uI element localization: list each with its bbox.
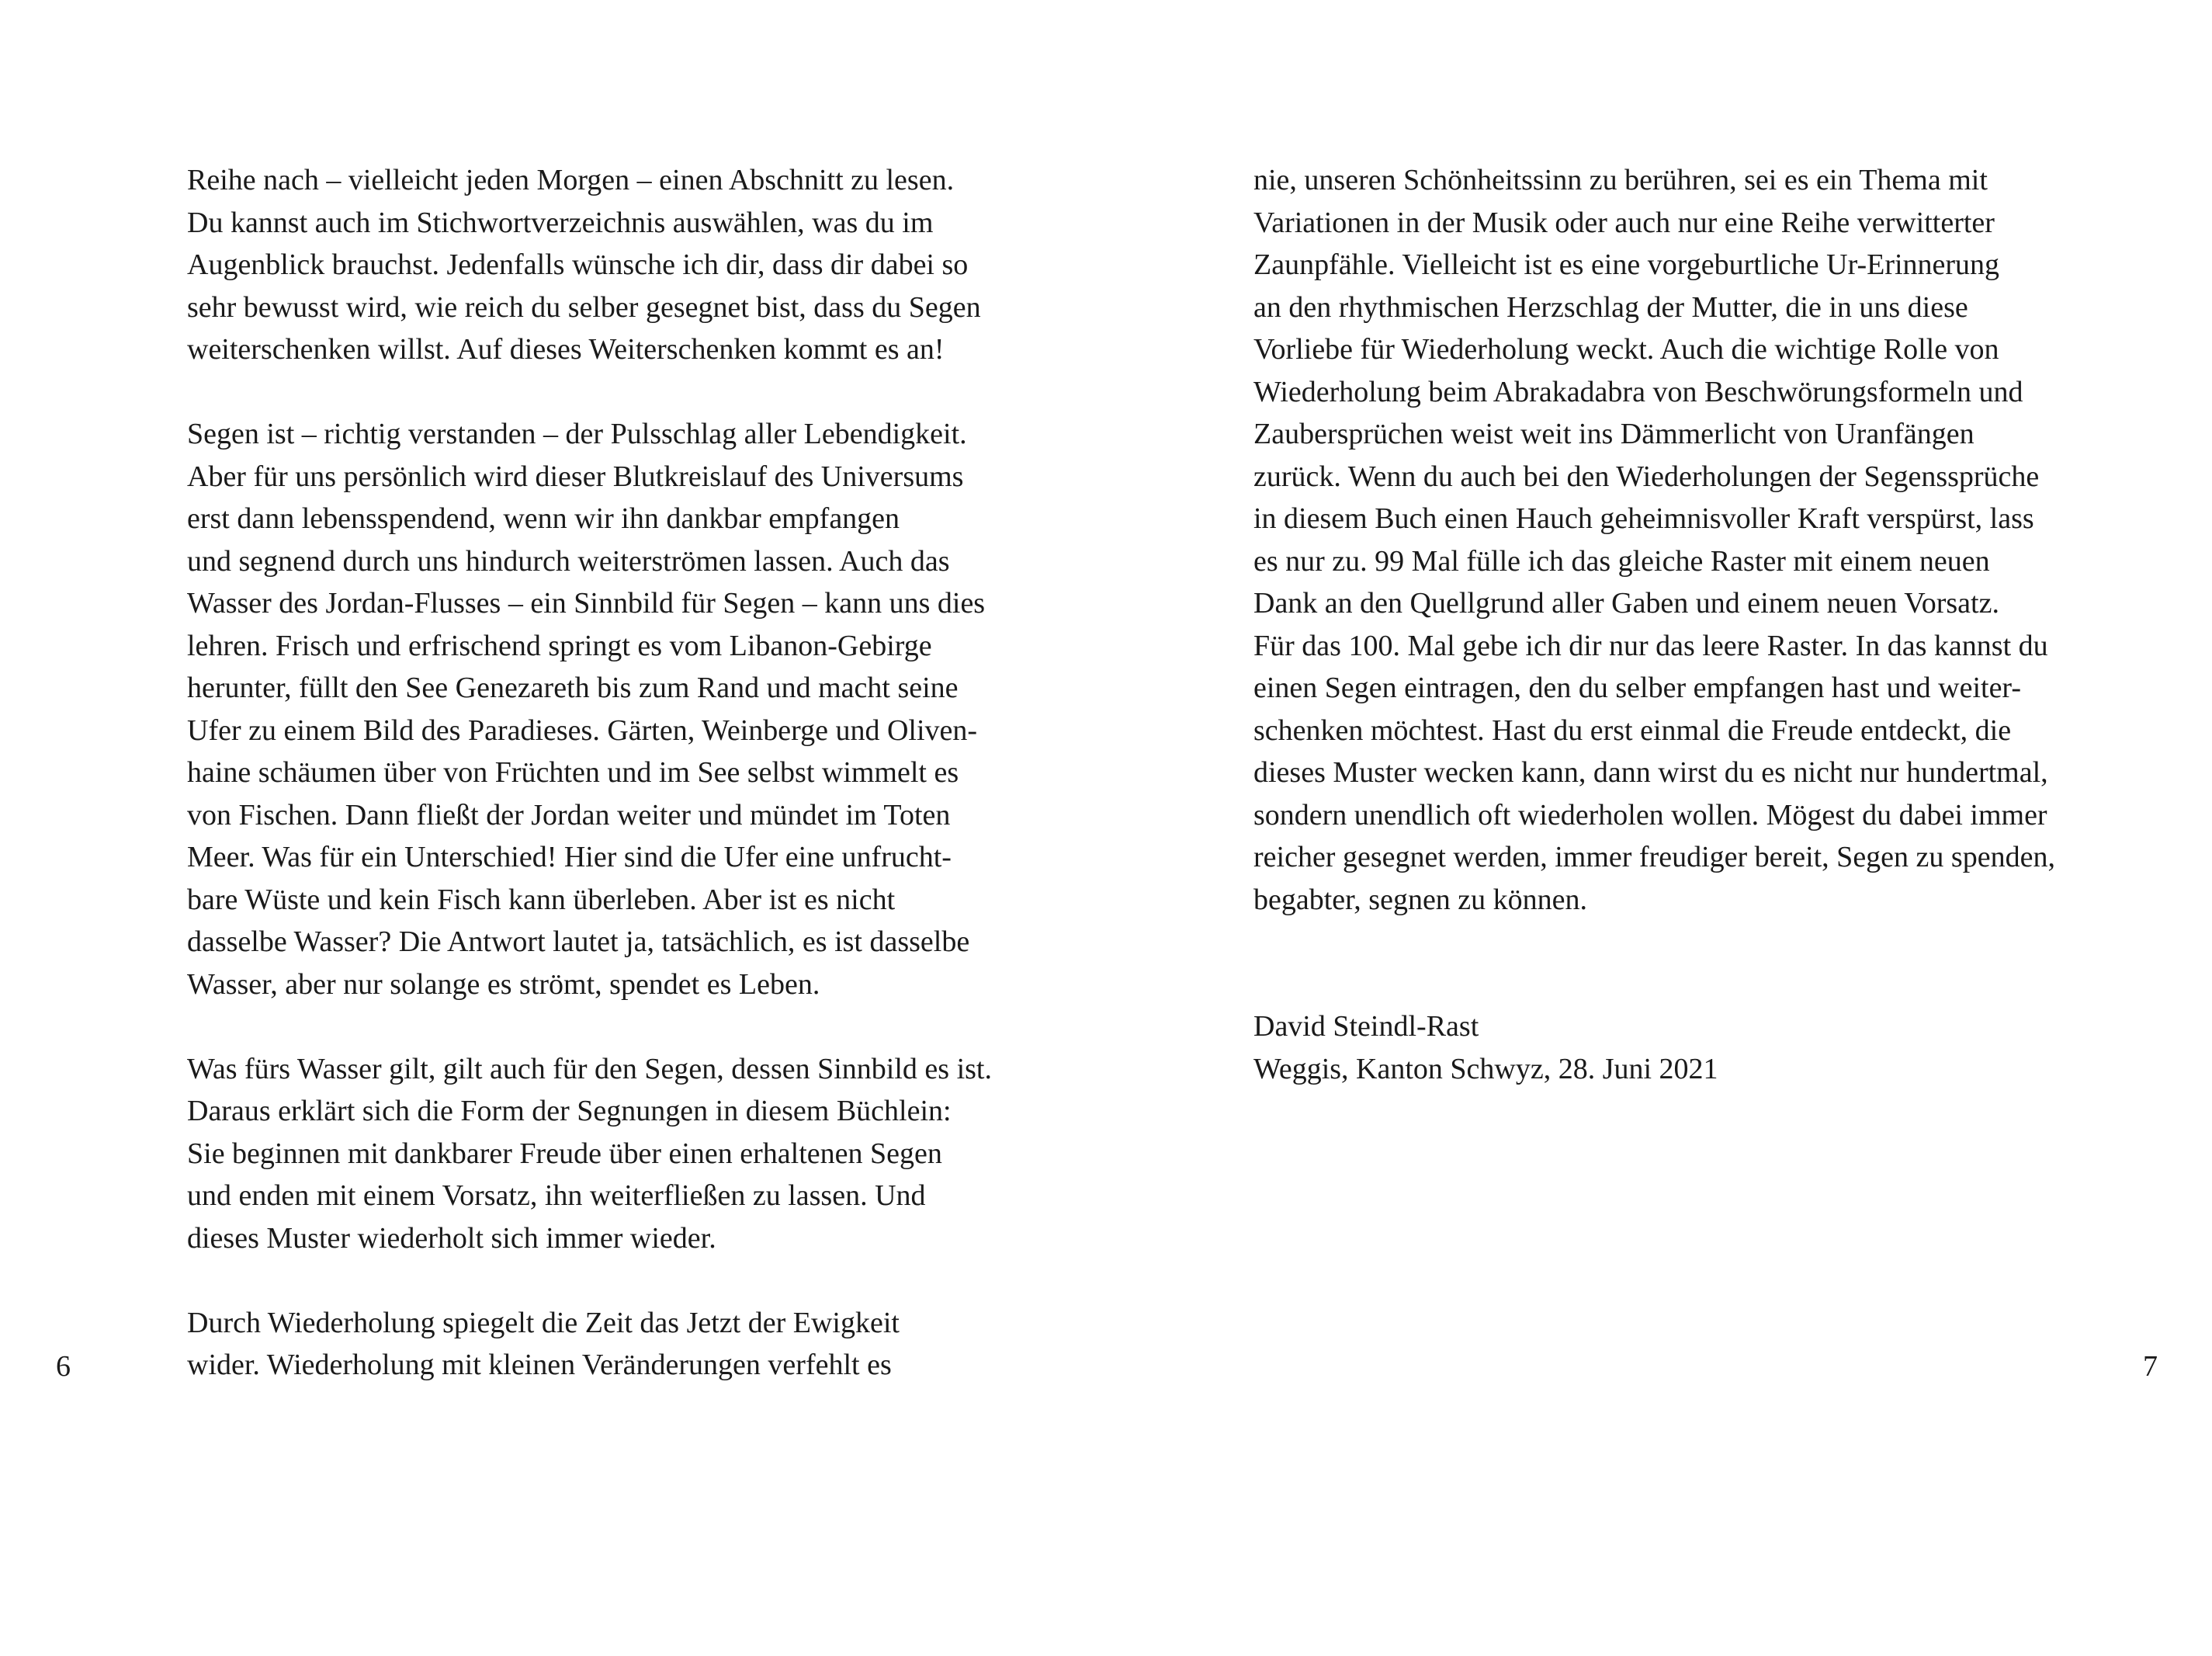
- text-line: lehren. Frisch und erfrischend springt es vom Libanon-Gebirge: [187, 629, 932, 662]
- text-line: zurück. Wenn du auch bei den Wiederholungen der Segenssprüche: [1253, 460, 2040, 493]
- page-number-left: 6: [56, 1350, 71, 1383]
- right-page-text: [1253, 159, 2055, 1090]
- text-line: einen Segen eintragen, den du selber empfangen hast und weiter-: [1253, 672, 2021, 704]
- text-line: herunter, füllt den See Genezareth bis zum Rand und macht seine: [187, 672, 959, 704]
- text-line: und segnend durch uns hindurch weiterströmen lassen. Auch das: [187, 544, 950, 578]
- signature-block: [1253, 1005, 2055, 1090]
- page-number-right: 7: [2143, 1350, 2158, 1383]
- text-line: erst dann lebensspendend, wenn wir ihn dankbar empfangen: [187, 502, 900, 535]
- text-line: weiterschenken willst. Auf dieses Weiterschenken kommt es an!: [187, 333, 945, 366]
- text-line: schenken möchtest. Hast du erst einmal die Freude entdeckt, die: [1253, 713, 2012, 747]
- text-line: Variationen in der Musik oder auch nur eine Reihe verwitterter: [1253, 206, 1995, 239]
- text-line: Was fürs Wasser gilt, gilt auch für den Segen, dessen Sinnbild es ist.: [187, 1052, 992, 1085]
- left-page-text: [187, 159, 992, 1387]
- author-name: David Steindl-Rast: [1253, 1010, 1479, 1043]
- text-line: sondern unendlich oft wiederholen wollen. Mögest du dabei immer: [1253, 798, 2047, 831]
- text-line: und enden mit einem Vorsatz, ihn weiterfließen zu lassen. Und: [187, 1179, 926, 1212]
- right-page: [1106, 0, 2212, 1656]
- paragraph: [187, 1048, 992, 1260]
- place-date: Weggis, Kanton Schwyz, 28. Juni 2021: [1253, 1052, 1718, 1085]
- text-line: Augenblick brauchst. Jedenfalls wünsche ich dir, dass dir dabei so: [187, 248, 969, 281]
- text-line: dasselbe Wasser? Die Antwort lautet ja, tatsächlich, es ist dasselbe: [187, 925, 970, 958]
- text-line: Segen ist – richtig verstanden – der Pulsschlag aller Lebendigkeit.: [187, 418, 967, 450]
- text-line: Vorliebe für Wiederholung weckt. Auch die wichtige Rolle von: [1253, 333, 1999, 366]
- paragraph: [1253, 159, 2055, 921]
- text-line: Zaubersprüchen weist weit ins Dämmerlicht von Uranfängen: [1253, 418, 1975, 450]
- text-line: reicher gesegnet werden, immer freudiger bereit, Segen zu spenden,: [1253, 841, 2055, 873]
- text-line: Wasser des Jordan-Flusses – ein Sinnbild für Segen – kann uns dies: [187, 587, 986, 620]
- text-line: dieses Muster wecken kann, dann wirst du es nicht nur hundertmal,: [1253, 756, 2048, 789]
- text-line: Wiederholung beim Abrakadabra von Beschwörungsformeln und: [1253, 375, 2023, 408]
- text-line: es nur zu. 99 Mal fülle ich das gleiche Raster mit einem neuen: [1253, 544, 1990, 578]
- text-line: Reihe nach – vielleicht jeden Morgen – einen Abschnitt zu lesen.: [187, 164, 955, 196]
- text-line: begabter, segnen zu können.: [1253, 883, 1588, 916]
- text-line: Durch Wiederholung spiegelt die Zeit das Jetzt der Ewigkeit: [187, 1306, 900, 1339]
- text-line: Sie beginnen mit dankbarer Freude über einen erhaltenen Segen: [187, 1137, 942, 1170]
- text-line: von Fischen. Dann fließt der Jordan weiter und mündet im Toten: [187, 798, 951, 831]
- text-line: sehr bewusst wird, wie reich du selber gesegnet bist, dass du Segen: [187, 290, 981, 324]
- text-line: haine schäumen über von Früchten und im See selbst wimmelt es: [187, 756, 959, 789]
- text-line: Für das 100. Mal gebe ich dir nur das leere Raster. In das kannst du: [1253, 629, 2048, 662]
- text-line: Daraus erklärt sich die Form der Segnungen in diesem Büchlein:: [187, 1095, 952, 1127]
- text-line: dieses Muster wiederholt sich immer wieder.: [187, 1221, 716, 1255]
- text-line: Meer. Was für ein Unterschied! Hier sind die Ufer eine unfrucht-: [187, 841, 952, 873]
- paragraph: [187, 1302, 992, 1387]
- text-line: wider. Wiederholung mit kleinen Veränderungen verfehlt es: [187, 1349, 892, 1381]
- text-line: nie, unseren Schönheitssinn zu berühren, sei es ein Thema mit: [1253, 164, 1988, 196]
- text-line: in diesem Buch einen Hauch geheimnisvoller Kraft verspürst, lass: [1253, 502, 2034, 535]
- text-line: Zaunpfähle. Vielleicht ist es eine vorgeburtliche Ur-Erinnerung: [1253, 248, 2000, 281]
- paragraph: [187, 413, 992, 1005]
- text-line: Wasser, aber nur solange es strömt, spendet es Leben.: [187, 967, 820, 1001]
- text-line: Du kannst auch im Stichwortverzeichnis auswählen, was du im: [187, 206, 934, 239]
- text-line: Dank an den Quellgrund aller Gaben und einem neuen Vorsatz.: [1253, 587, 1999, 620]
- paragraph: [187, 159, 992, 371]
- text-line: Ufer zu einem Bild des Paradieses. Gärten, Weinberge und Oliven-: [187, 713, 978, 747]
- text-line: Aber für uns persönlich wird dieser Blutkreislauf des Universums: [187, 460, 964, 493]
- text-line: bare Wüste und kein Fisch kann überleben. Aber ist es nicht: [187, 883, 896, 916]
- text-line: an den rhythmischen Herzschlag der Mutter, die in uns diese: [1253, 290, 1968, 324]
